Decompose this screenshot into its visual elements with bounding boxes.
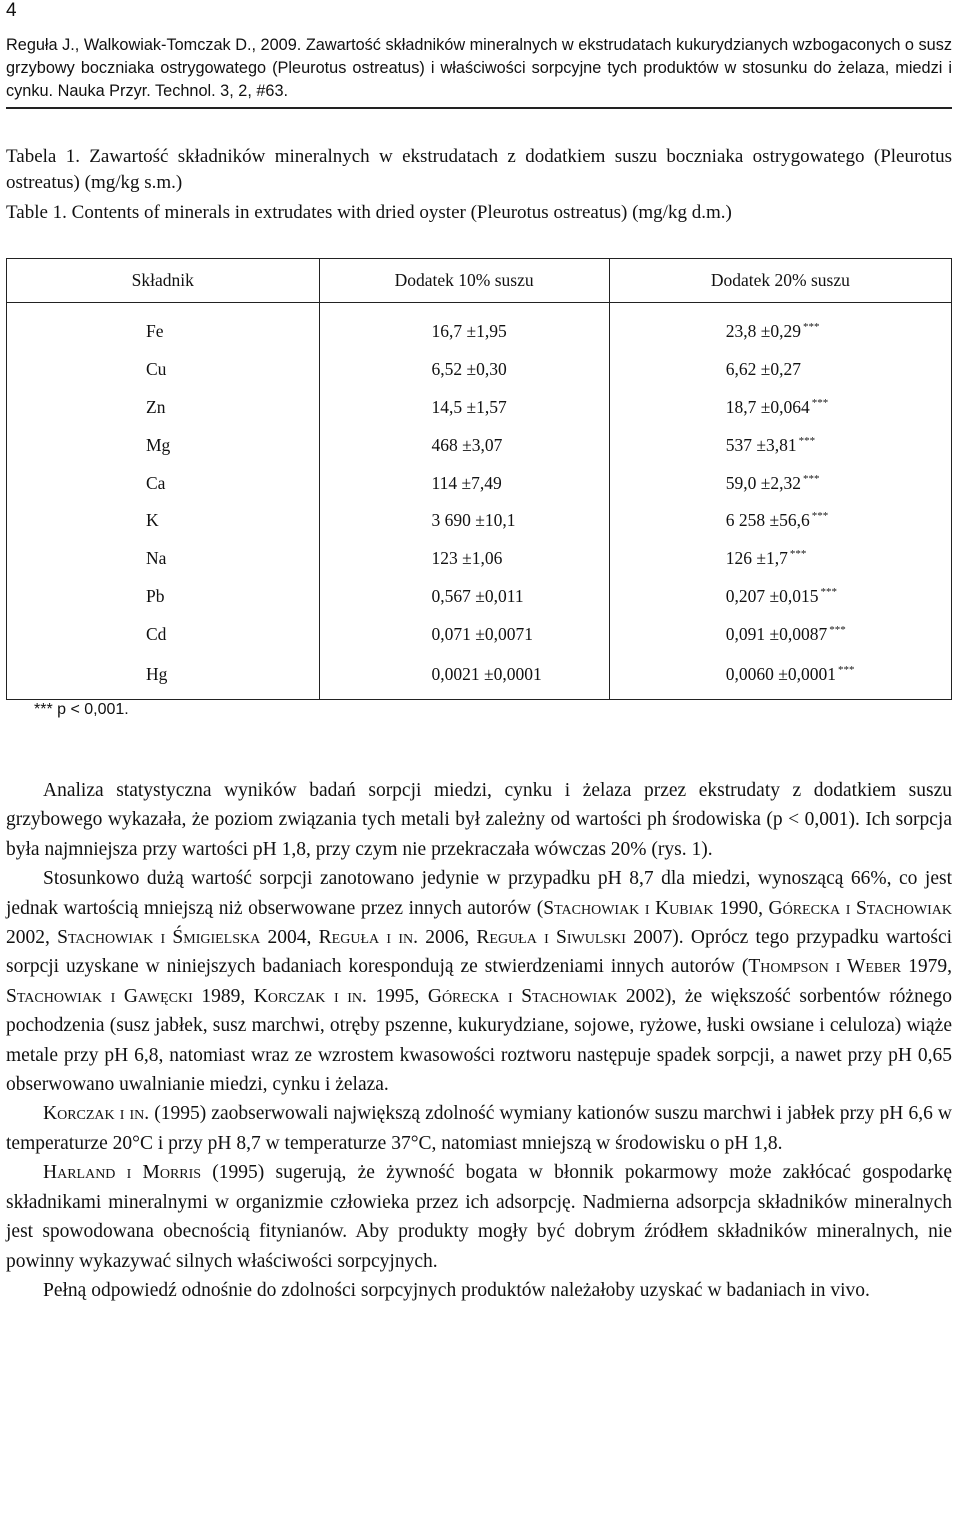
paragraph-text: Pełną odpowiedź odnośnie do zdolności sorpcyjnych produktów należałoby uzyskać w badaniach in vivo.	[43, 1279, 870, 1301]
paragraph-text: 2002), że większość sorbentów różnego pochodzenia (susz jabłek, susz marchwi, otręby pszenne, kukurydziane, sojowe, ryżowe, łuski owsiane i celuloza) wiąże metale przy pH 6,8, natomiast wraz ze wzrostem kwasowości roztworu następuje spadek sorpcji, a nawet przy pH 0,65 obserwowano uwalnianie miedzi, cynku i żelaza.	[6, 985, 952, 1096]
paragraph-text: 1990,	[713, 897, 769, 919]
paragraph-text: 1989,	[192, 985, 254, 1007]
citation: Korczak i in.	[43, 1103, 150, 1125]
value-20-cell	[609, 540, 951, 578]
element-cell: K	[7, 502, 320, 540]
value-20: 537 ±3,81	[725, 434, 797, 455]
citation: Harland i Morris	[43, 1162, 202, 1184]
paragraph-text: 2007). Oprócz tego przypadku wartości sorpcji uzyskane w niniejszych badaniach korespondują ze stwierdzeniami innych autorów (	[6, 927, 953, 978]
value-10-cell: 468 ±3,07	[319, 426, 609, 464]
value-20-cell	[609, 303, 951, 351]
value-10-cell: 14,5 ±1,57	[319, 389, 609, 427]
value-20: 0,091 ±0,0087	[725, 623, 828, 644]
element-cell: Hg	[7, 653, 320, 700]
element-cell: Na	[7, 540, 320, 578]
value-20-cell	[609, 426, 951, 464]
value-20-cell	[609, 502, 951, 540]
value-20: 6 258 ±56,6	[725, 510, 810, 531]
table-row	[7, 389, 952, 427]
significance-mark: ***	[811, 510, 829, 523]
paragraph	[6, 1099, 952, 1158]
citation: Korczak i in.	[253, 985, 367, 1007]
value-20-cell	[609, 578, 951, 616]
value-20-cell	[609, 351, 951, 389]
significance-mark: ***	[811, 396, 829, 409]
table-row	[7, 303, 952, 351]
table-row	[7, 351, 952, 389]
table-caption-pl: Tabela 1. Zawartość składników mineralnych w ekstrudatach z dodatkiem suszu boczniaka ostrygowatego (Pleurotus ostreatus) (mg/kg s.m.)	[6, 146, 952, 193]
significance-mark: ***	[838, 663, 855, 676]
table-row	[7, 540, 952, 578]
value-10-cell: 3 690 ±10,1	[319, 502, 609, 540]
value-10-cell: 114 ±7,49	[319, 464, 609, 502]
paragraph-text: 2004,	[260, 927, 319, 949]
paragraph	[6, 1158, 952, 1276]
header-20pct: Dodatek 20% suszu	[609, 259, 951, 303]
table-row	[7, 615, 952, 653]
significance-mark: ***	[820, 585, 837, 598]
citation: Górecka i Stachowiak	[768, 897, 952, 919]
table-footnote: *** p < 0,001.	[34, 701, 129, 718]
significance-mark: ***	[803, 472, 820, 485]
value-20: 18,7 ±0,064	[725, 396, 810, 417]
value-20-cell	[609, 389, 951, 427]
paragraph-text: 1979,	[901, 956, 952, 978]
value-20: 6,62 ±0,27	[725, 359, 801, 380]
minerals-table	[6, 258, 952, 700]
table-row	[7, 502, 952, 540]
citation: Stachowiak i Śmigielska	[57, 927, 261, 949]
paragraph-text: (1995) sugerują, że żywność bogata w błonnik pokarmowy może zakłócać gospodarkę składnikami mineralnymi w organizmie człowieka przez ich adsorpcję. Nadmierna adsorpcja składników mineralnych jest spowodowana obecnością fitynianów. Aby produkty mogły być dobrym źródłem składników mineralnych, nie powinny wykazywać silnych właściwości sorpcyjnych.	[6, 1162, 952, 1272]
value-10-cell: 6,52 ±0,30	[319, 351, 609, 389]
value-20-cell	[609, 653, 951, 700]
value-20: 126 ±1,7	[725, 548, 788, 569]
table-row	[7, 464, 952, 502]
element-cell: Fe	[7, 303, 320, 351]
value-20: 0,0060 ±0,0001	[725, 663, 836, 684]
significance-mark: ***	[803, 321, 820, 334]
citation: Stachowiak i Gawęcki	[6, 985, 193, 1007]
header-component: Składnik	[7, 259, 320, 303]
significance-mark: ***	[798, 434, 816, 447]
element-cell: Cu	[7, 351, 320, 389]
citation: Reguła i in.	[318, 927, 418, 949]
value-20: 59,0 ±2,32	[725, 472, 801, 493]
paragraph	[6, 1276, 952, 1305]
element-cell: Pb	[7, 578, 320, 616]
value-10-cell: 16,7 ±1,95	[319, 303, 609, 351]
page-number: 4	[6, 0, 17, 21]
paragraph-text: Analiza statystyczna wyników badań sorpcji miedzi, cynku i żelaza przez ekstrudaty z dodatkiem suszu grzybowego wykazała, że poziom związania tych metali był zależny od wartości ph środowiska (p < 0,001). Ich sorpcja była najmniejsza przy wartości pH 1,8, przy czym nie przekraczała wówczas 20% (rys. 1).	[6, 780, 952, 860]
paragraph-text: 1995,	[366, 985, 428, 1007]
body-text	[6, 776, 952, 1305]
paragraph-text: 2006,	[417, 927, 477, 949]
paragraph-text: Stosunkowo dużą wartość sorpcji zanotowano jedynie w przypadku pH 8,7 dla miedzi, wynoszącą 66%, co jest jednak wartością mniejszą niż obserwowane przez innych autorów (	[6, 868, 952, 919]
value-10-cell: 0,0021 ±0,0001	[319, 653, 609, 700]
value-10-cell: 123 ±1,06	[319, 540, 609, 578]
citation: Stachowiak i Kubiak	[543, 897, 714, 919]
table-caption-en: Table 1. Contents of minerals in extrudates with dried oyster (Pleurotus ostreatus) (mg/kg d.m.)	[6, 202, 732, 223]
value-20-cell	[609, 615, 951, 653]
running-header: Reguła J., Walkowiak-Tomczak D., 2009. Zawartość składników mineralnych w ekstrudatach kukurydzianych wzbogaconych o susz grzybowy boczniaka ostrygowatego (Pleurotus ostreatus) i właściwości sorpcyjne tych produktów w stosunku do żelaza, miedzi i cynku. Nauka Przyr. Technol. 3, 2, #63.	[6, 34, 952, 109]
element-cell: Mg	[7, 426, 320, 464]
citation: Thompson i Weber	[748, 956, 902, 978]
value-20-cell	[609, 464, 951, 502]
value-10-cell: 0,567 ±0,011	[319, 578, 609, 616]
paragraph	[6, 776, 952, 864]
paragraph-text: (1995) zaobserwowali największą zdolność wymiany kationów suszu marchwi i jabłek przy pH 6,6 w temperaturze 20°C i przy pH 8,7 w temperaturze 37°C, natomiast mniejszą w środowisku o pH 1,8.	[6, 1103, 952, 1154]
table-row	[7, 653, 952, 700]
paragraph-text: 2002,	[6, 927, 58, 949]
header-10pct: Dodatek 10% suszu	[319, 259, 609, 303]
citation: Górecka i Stachowiak	[427, 985, 618, 1007]
value-10-cell: 0,071 ±0,0071	[319, 615, 609, 653]
value-20: 23,8 ±0,29	[725, 321, 801, 342]
element-cell: Cd	[7, 615, 320, 653]
significance-mark: ***	[829, 623, 846, 636]
paragraph	[6, 864, 952, 1099]
table-row	[7, 426, 952, 464]
element-cell: Ca	[7, 464, 320, 502]
table-header-row	[7, 259, 952, 303]
significance-mark: ***	[789, 548, 807, 561]
value-20: 0,207 ±0,015	[725, 585, 819, 606]
citation: Reguła i Siwulski	[476, 927, 626, 949]
table-row	[7, 578, 952, 616]
element-cell: Zn	[7, 389, 320, 427]
